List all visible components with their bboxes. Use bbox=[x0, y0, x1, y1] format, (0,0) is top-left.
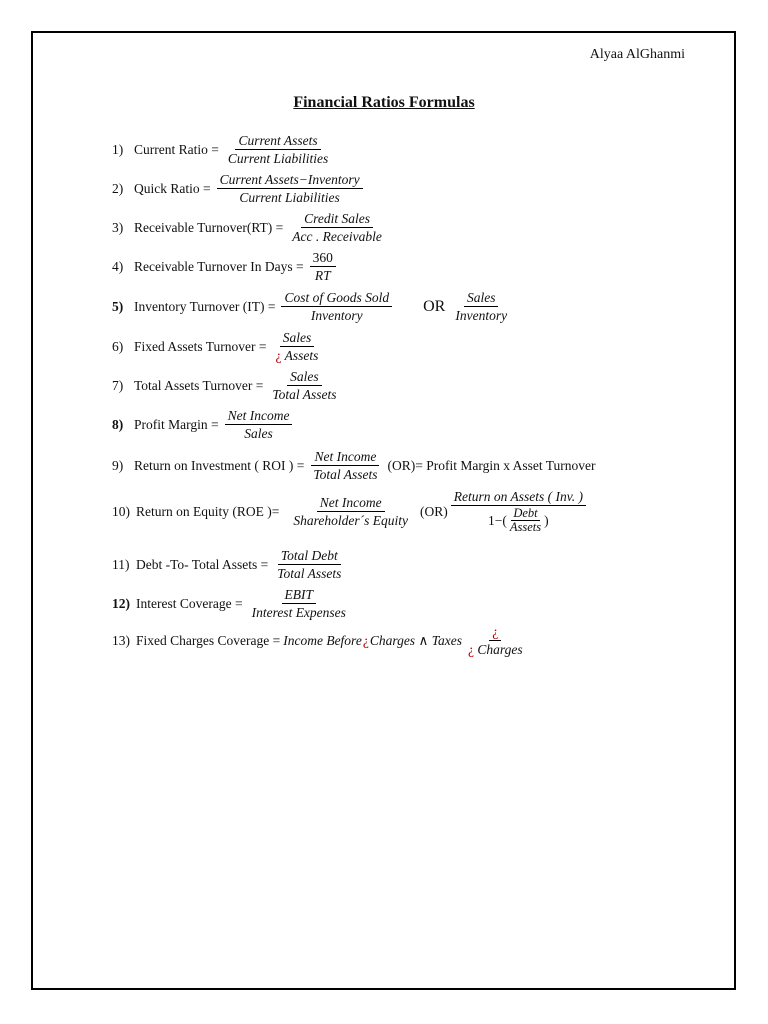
formula-suffix: (OR)= Profit Margin x Asset Turnover bbox=[387, 457, 596, 473]
denominator: Current Liabilities bbox=[239, 190, 340, 205]
formula-label: Receivable Turnover(RT) = bbox=[134, 219, 284, 235]
or-label: OR bbox=[423, 297, 446, 315]
fraction bbox=[310, 449, 380, 482]
numerator: Return on Assets ( Inv. ) bbox=[451, 489, 586, 506]
formula-label: Return on Equity (ROE )= bbox=[136, 503, 280, 519]
formula-inventory-turnover bbox=[112, 290, 513, 323]
numerator: 360 bbox=[310, 250, 336, 267]
or-label: (OR) bbox=[419, 503, 448, 519]
formula-number: 7) bbox=[112, 377, 124, 393]
numerator: Debt bbox=[513, 506, 538, 520]
numerator: Sales bbox=[280, 330, 315, 347]
numerator: Cost of Goods Sold bbox=[281, 290, 392, 307]
author-name: Alyaa AlGhanmi bbox=[589, 47, 685, 62]
formula-number: 8) bbox=[112, 416, 124, 432]
denominator-text: Assets bbox=[284, 348, 319, 363]
formula-number: 2) bbox=[112, 180, 124, 196]
formula-label: Debt -To- Total Assets = bbox=[136, 556, 269, 572]
expression-part: Income Before bbox=[283, 632, 362, 648]
formula-label: Return on Investment ( ROI ) = bbox=[134, 457, 305, 473]
fraction bbox=[217, 172, 363, 205]
formula-label: Total Assets Turnover = bbox=[134, 377, 264, 393]
denominator: Current Liabilities bbox=[227, 151, 329, 166]
formula-current-ratio bbox=[112, 133, 334, 166]
formula-number: 11) bbox=[112, 556, 130, 572]
fraction bbox=[225, 133, 331, 166]
fraction bbox=[273, 330, 322, 363]
denominator: Inventory bbox=[455, 308, 508, 323]
formula-number: 1) bbox=[112, 141, 124, 157]
fraction bbox=[274, 548, 344, 581]
denominator bbox=[465, 641, 526, 657]
formula-number: 10) bbox=[112, 503, 130, 519]
formula-label: Receivable Turnover In Days = bbox=[134, 258, 304, 274]
formula-number: 12) bbox=[112, 595, 130, 611]
alt-fraction bbox=[452, 290, 510, 323]
formula-roi bbox=[112, 449, 596, 482]
formula-label: Interest Coverage = bbox=[136, 595, 243, 611]
glyph-mark: ¿ bbox=[275, 348, 282, 363]
formula-label: Inventory Turnover (IT) = bbox=[134, 298, 276, 314]
formula-fixed-charges-coverage bbox=[112, 624, 529, 657]
alt-fraction bbox=[451, 489, 586, 534]
formula-number: 6) bbox=[112, 338, 124, 354]
denominator: RT bbox=[314, 268, 331, 283]
formula-label: Profit Margin = bbox=[134, 416, 219, 432]
denominator bbox=[485, 506, 552, 534]
fraction bbox=[269, 369, 339, 402]
formula-number: 9) bbox=[112, 457, 124, 473]
denominator: Interest Expenses bbox=[251, 605, 346, 620]
numerator: Current Assets bbox=[235, 133, 320, 150]
numerator: Sales bbox=[464, 290, 499, 307]
denominator-text: Charges bbox=[477, 642, 523, 657]
formula-roe bbox=[112, 489, 589, 534]
formula-interest-coverage bbox=[112, 587, 352, 620]
numerator: Credit Sales bbox=[301, 211, 373, 228]
denominator-suffix: ) bbox=[544, 513, 549, 528]
fraction bbox=[281, 290, 392, 323]
fraction bbox=[465, 624, 526, 657]
formula-label: Quick Ratio = bbox=[134, 180, 211, 196]
fraction bbox=[290, 495, 411, 528]
fraction bbox=[225, 408, 293, 441]
numerator: EBIT bbox=[282, 587, 317, 604]
numerator: Net Income bbox=[225, 408, 293, 425]
denominator: Acc . Receivable bbox=[292, 229, 382, 244]
denominator: Total Assets bbox=[313, 467, 378, 482]
formula-total-assets-turnover bbox=[112, 369, 342, 402]
formula-receivable-days bbox=[112, 250, 339, 283]
formula-number: 4) bbox=[112, 258, 124, 274]
fraction bbox=[289, 211, 385, 244]
denominator: Shareholder´s Equity bbox=[293, 513, 408, 528]
denominator: Total Assets bbox=[277, 566, 342, 581]
formula-debt-to-assets bbox=[112, 548, 347, 581]
glyph-mark: ¿ bbox=[362, 632, 369, 648]
numerator: ¿ bbox=[489, 624, 501, 641]
page-title: Financial Ratios Formulas bbox=[293, 94, 475, 111]
glyph-mark: ¿ bbox=[467, 642, 474, 657]
numerator: Net Income bbox=[317, 495, 385, 512]
numerator: Net Income bbox=[311, 449, 379, 466]
denominator bbox=[273, 347, 322, 363]
numerator: Sales bbox=[287, 369, 322, 386]
nested-denominator bbox=[488, 507, 549, 534]
formula-quick-ratio bbox=[112, 172, 366, 205]
formula-number: 3) bbox=[112, 219, 124, 235]
denominator: Total Assets bbox=[272, 387, 337, 402]
numerator: Current Assets−Inventory bbox=[217, 172, 363, 189]
formula-label: Fixed Assets Turnover = bbox=[134, 338, 267, 354]
denominator: Sales bbox=[244, 426, 273, 441]
denominator: Assets bbox=[509, 520, 542, 534]
denominator-prefix: 1−( bbox=[488, 513, 507, 528]
fraction bbox=[310, 250, 336, 283]
numerator: Total Debt bbox=[278, 548, 341, 565]
formula-number: 13) bbox=[112, 632, 130, 648]
formula-label: Current Ratio = bbox=[134, 141, 219, 157]
inner-fraction bbox=[508, 507, 543, 534]
fraction bbox=[249, 587, 349, 620]
formula-label: Fixed Charges Coverage = bbox=[136, 632, 281, 648]
formula-profit-margin bbox=[112, 408, 295, 441]
formula-fixed-assets-turnover bbox=[112, 330, 324, 363]
denominator: Inventory bbox=[310, 308, 363, 323]
expression-part: Charges ∧ Taxes bbox=[369, 632, 462, 648]
formula-number: 5) bbox=[112, 298, 124, 314]
formula-receivable-turnover bbox=[112, 211, 388, 244]
